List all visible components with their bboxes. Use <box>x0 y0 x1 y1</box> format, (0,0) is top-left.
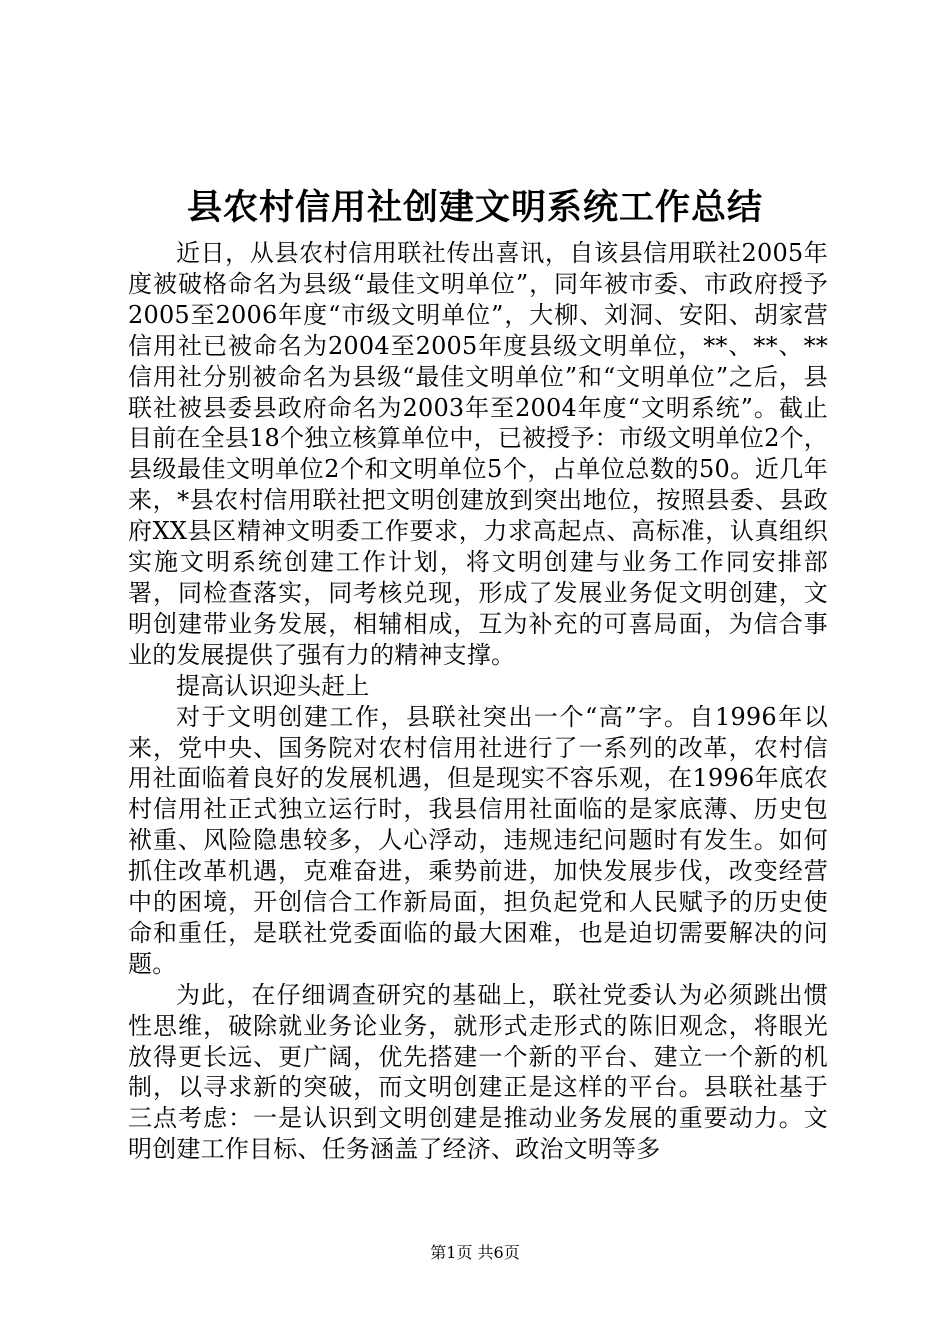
section-heading: 提高认识迎头赶上 <box>176 671 370 700</box>
paragraph-platform: 为此，在仔细调查研究的基础上，联社党委认为必须跳出惯性思维，破除就业务论业务，就形式走形式的陈旧观念，将眼光放得更长远、更广阔，优先搭建一个新的平台、建立一个新的机制，以寻求新的突破，而文明创建正是这样的平台。县联社基于三点考虑：一是认识到文明创建是推动业务发展的重要动力。文明创建工作目标、任务涵盖了经济、政治文明等多 <box>128 980 828 1164</box>
paragraph-intro: 近日，从县农村信用联社传出喜讯，自该县信用联社2005年度被破格命名为县级“最佳文明单位”，同年被市委、市政府授予2005至2006年度“市级文明单位”，大柳、刘洞、安阳、胡家营信用社已被命名为2004至2005年度县级文明单位，**、**、**信用社分别被命名为县级“最佳文明单位”和“文明单位”之后，县联社被县委县政府命名为2003年至2004年度“文明系统”。截止目前在全县18个独立核算单位中，已被授予：市级文明单位2个，县级最佳文明单位2个和文明单位5个，占单位总数的50。近几年来，*县农村信用联社把文明创建放到突出地位，按照县委、县政府XX县区精神文明委工作要求，力求高起点、高标准，认真组织实施文明系统创建工作计划，将文明创建与业务工作同安排部署，同检查落实，同考核兑现，形成了发展业务促文明创建，文明创建带业务发展，相辅相成，互为补充的可喜局面，为信合事业的发展提供了强有力的精神支撑。 <box>128 239 828 669</box>
document-body <box>128 238 828 1165</box>
paragraph-awareness: 对于文明创建工作，县联社突出一个“高”字。自1996年以来，党中央、国务院对农村信用社进行了一系列的改革，农村信用社面临着良好的发展机遇，但是现实不容乐观，在1996年底农村信用社正式独立运行时，我县信用社面临的是家底薄、历史包袱重、风险隐患较多，人心浮动，违规违纪问题时有发生。如何抓住改革机遇，克难奋进，乘势前进，加快发展步伐，改变经营中的困境，开创信合工作新局面，担负起党和人民赋予的历史使命和重任，是联社党委面临的最大困难，也是迫切需要解决的问题。 <box>128 702 828 978</box>
document-title: 县农村信用社创建文明系统工作总结 <box>186 187 763 228</box>
page-footer: 第1页 共6页 <box>430 1243 520 1262</box>
